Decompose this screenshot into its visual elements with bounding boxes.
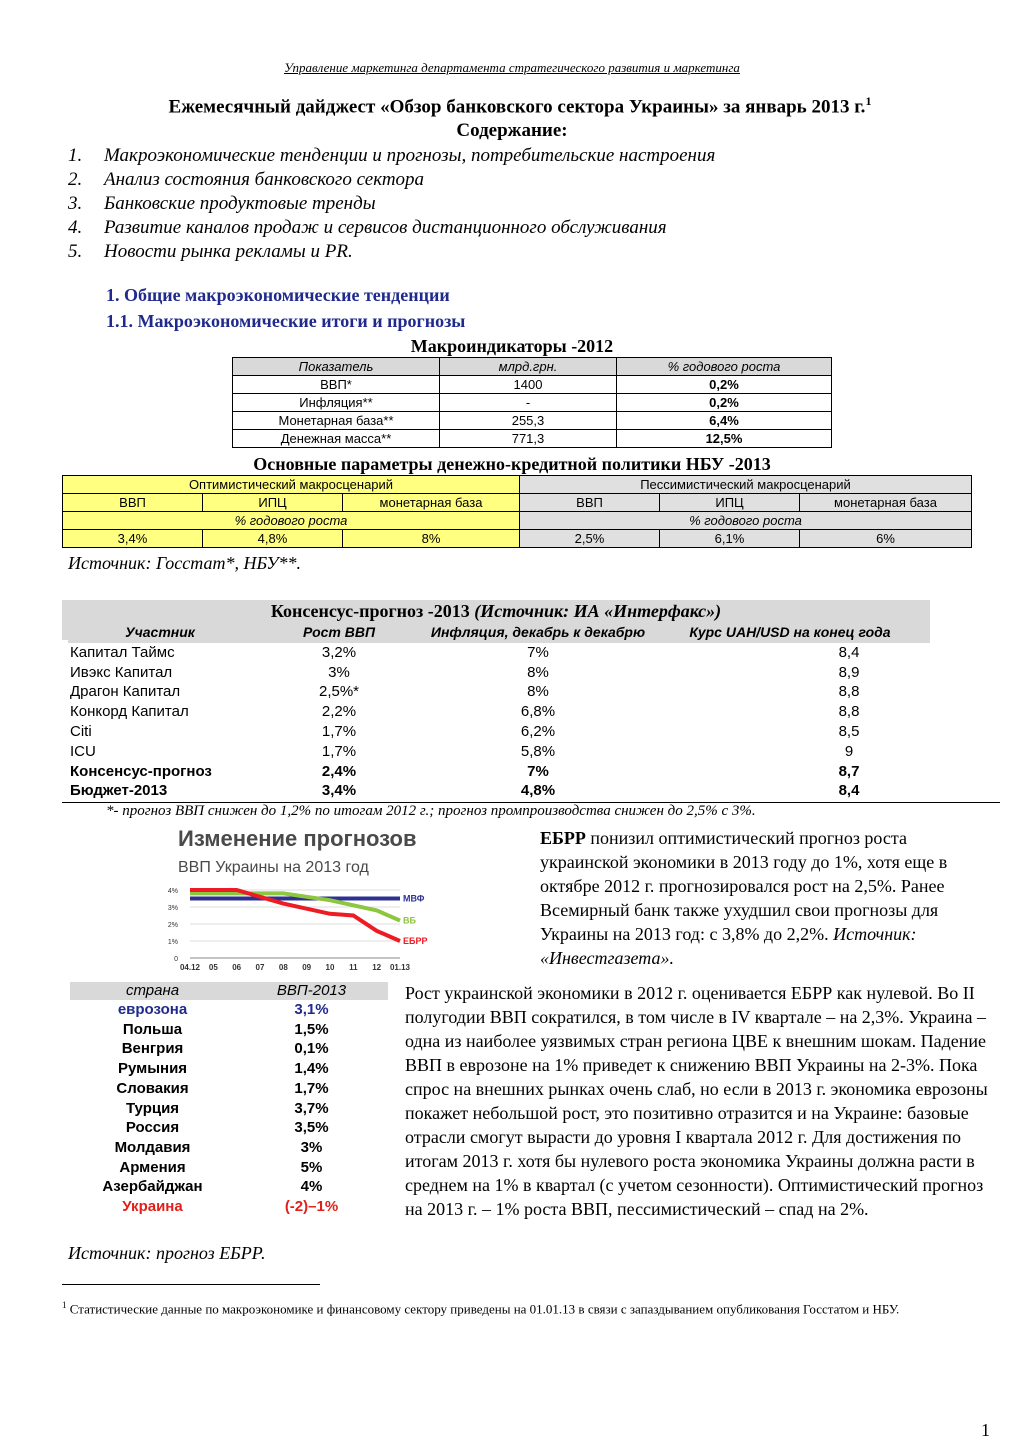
x-tick-label: 11 — [349, 963, 358, 972]
footnote-divider — [62, 1284, 320, 1285]
toc-item[interactable]: 1. Макроэкономические тенденции и прогнозы, потребительские настроения — [68, 145, 716, 166]
y-tick-label: 3% — [167, 905, 178, 912]
cell: 8,8 — [838, 683, 860, 701]
consensus-note: *- прогноз ВВП снижен до 1,2% по итогам 2012 г.; прогноз промпроизводства снижен до 2,5% с 3%. — [106, 803, 756, 819]
cell: 8% — [527, 663, 549, 681]
source-note-2: Источник: прогноз ЕБРР. — [68, 1243, 266, 1263]
cell: Драгон Капитал — [70, 683, 181, 701]
table-row — [233, 430, 832, 448]
cell: 8,5 — [838, 722, 860, 740]
cell: Азербайджан — [102, 1178, 203, 1196]
cell: 8,9 — [838, 663, 860, 681]
title-footnote-mark: 1 — [865, 94, 872, 108]
cell: 6,4% — [617, 412, 832, 430]
x-tick-label: 04.12 — [179, 963, 201, 972]
cell: Инфляция** — [233, 394, 440, 412]
cell: 12,5% — [617, 430, 832, 448]
table-row — [63, 476, 972, 494]
cell: Бюджет-2013 — [70, 782, 168, 800]
table-row — [63, 494, 972, 512]
y-tick-label: 2% — [167, 922, 178, 929]
cell: Венгрия — [121, 1040, 184, 1058]
toc-item[interactable]: 4. Развитие каналов продаж и сервисов дистанционного обслуживания — [68, 217, 667, 238]
cell: 7% — [527, 762, 549, 780]
x-tick-label: 05 — [208, 963, 218, 972]
nbu-policy-table — [62, 475, 972, 548]
cell: Турция — [125, 1099, 180, 1117]
consensus-title: Консенсус-прогноз -2013 (Источник: ИА «Интерфакс») — [270, 601, 722, 621]
source-note-1: Источник: Госстат*, НБУ**. — [68, 553, 301, 573]
cell: ВВП* — [233, 376, 440, 394]
cell: 3,4% — [63, 530, 203, 548]
header-cell: млрд.грн. — [440, 358, 617, 376]
footnote: $^1$ Статистические данные по макроэкономике и финансовому сектору приведены на 01.01.13 в связи с запаздыванием опубликования Госстатом и НБУ. — [62, 1300, 900, 1317]
cell: 8% — [343, 530, 520, 548]
header-cell: Инфляция, декабрь к декабрю — [426, 623, 650, 643]
page-number: 1 — [981, 1420, 990, 1440]
chart-y-axis — [168, 888, 178, 963]
x-tick-label: 08 — [278, 963, 288, 972]
table-row — [233, 394, 832, 412]
cell: монетарная база — [800, 494, 972, 512]
table-row — [233, 376, 832, 394]
table-row — [70, 1118, 388, 1138]
x-tick-label: 09 — [302, 963, 312, 972]
header-cell: Участник — [68, 623, 252, 643]
cell: Монетарная база** — [233, 412, 440, 430]
header-cell: Курс UAH/USD на конец года — [650, 623, 930, 643]
cell: % годового роста — [520, 512, 972, 530]
cell: 1400 — [440, 376, 617, 394]
series-label: МВФ — [403, 893, 425, 904]
cell: 1,7% — [294, 1079, 329, 1097]
consensus-table — [68, 623, 930, 801]
cell: 2,5% — [520, 530, 660, 548]
ebrd-paragraph: ЕБРР понизил оптимистический прогноз роста украинской экономики в 2013 году до 1%, хотя еще в октябре 2012 г. прогнозировался рост на 2,5%. Ранее Всемирный банк также ухудшил свои прогнозы для Украины на 2013 год: с 3,8% до 2,2%. Источник: «Инвестгазета». — [540, 828, 948, 968]
cell: 0,2% — [617, 376, 832, 394]
header-cell: % годового роста — [617, 358, 832, 376]
growth-paragraph: Рост украинской экономики в 2012 г. оценивается ЕБРР как нулевой. Во II полугодии ВВП сократился, в том числе в IV квартале – на 2,3%. Украина – одна из наиболее уязвимых стран региона ЦВЕ к внешним шокам. Падение ВВП в еврозоне на 1% приведет к снижению ВВП Украины на 2-3%. Пока спрос на внешних рынках очень слаб, но если в 2013 г. экономика еврозоны покажет небольшой рост, это позитивно отразится и на Украине: базовые отрасли смогут вырасти до уровня I квартала 2012 г. Для достижения по итогам 2013 г. хотя бы нулевого роста экономика Украины должна расти в среднем на 1% в квартал (с учетом сезонности). Оптимистический прогноз на 2013 г. – 1% роста ВВП, пессимистический – спад на 2%. — [405, 983, 988, 1219]
cell: (-2)–1% — [284, 1198, 339, 1216]
x-tick-label: 01.13 — [389, 963, 411, 972]
cell: 3,4% — [321, 782, 357, 800]
cell: Польша — [122, 1020, 183, 1038]
cell: 1,7% — [321, 742, 357, 760]
cell: ICU — [70, 742, 96, 760]
contents-title: Содержание: — [456, 120, 568, 141]
table-row — [68, 643, 930, 663]
cell: 3% — [300, 1138, 323, 1156]
cell: 8,8 — [838, 703, 860, 721]
table-row — [70, 1020, 388, 1040]
table-row — [70, 1099, 388, 1119]
pessimistic-scenario-header: Пессимистический макросценарий — [520, 476, 972, 494]
section-heading-1: 1. Общие макроэкономические тенденции — [106, 285, 450, 305]
cell: % годового роста — [63, 512, 520, 530]
cell: ВВП — [63, 494, 203, 512]
cell: ИПЦ — [203, 494, 343, 512]
table-row — [63, 512, 972, 530]
cell: Словакия — [116, 1079, 189, 1097]
table-row — [233, 412, 832, 430]
table-row — [70, 1039, 388, 1059]
cell: монетарная база — [343, 494, 520, 512]
cell: Румыния — [117, 1060, 188, 1078]
y-tick-label: 0 — [174, 956, 178, 963]
chart-subtitle: ВВП Украины на 2013 год — [178, 859, 369, 876]
x-tick-label: 12 — [372, 963, 382, 972]
header-cell: страна — [125, 982, 180, 999]
digest-title: Ежемесячный дайджест «Обзор банковского сектора Украины» за январь 2013 г.$^1$ — [168, 94, 872, 118]
cell: 6,8% — [520, 703, 556, 721]
optimistic-scenario-header: Оптимистический макросценарий — [63, 476, 520, 494]
cell: 3% — [328, 663, 350, 681]
header-cell: Рост ВВП — [252, 623, 426, 643]
cell: 255,3 — [440, 412, 617, 430]
cell: 8,4 — [838, 643, 860, 661]
table-row — [68, 762, 930, 782]
footnote-mark: 1 — [62, 1300, 67, 1310]
cell: 5% — [300, 1158, 323, 1176]
header-cell: Показатель — [233, 358, 440, 376]
cell: 1,5% — [294, 1020, 329, 1038]
cell: 2,2% — [321, 703, 357, 721]
cell: 3,1% — [294, 1001, 329, 1018]
cell: 0,1% — [294, 1040, 329, 1058]
table-row — [70, 1138, 388, 1158]
cell: Россия — [125, 1119, 180, 1137]
table-row — [68, 781, 930, 801]
cell: 6,1% — [660, 530, 800, 548]
toc-item[interactable]: 5. Новости рынка рекламы и PR. — [68, 241, 353, 262]
nbu-table-title: Основные параметры денежно-кредитной политики НБУ -2013 — [253, 454, 771, 474]
cell: Citi — [70, 722, 92, 740]
cell: 0,2% — [617, 394, 832, 412]
table-row — [70, 1059, 388, 1079]
x-tick-label: 06 — [232, 963, 242, 972]
cell: Капитал Таймс — [70, 643, 175, 661]
cell: ИПЦ — [660, 494, 800, 512]
series-label: ВБ — [403, 915, 416, 926]
chart-series — [190, 890, 427, 946]
cell: 4% — [300, 1178, 323, 1196]
toc-item[interactable]: 3. Банковские продуктовые тренды — [68, 193, 376, 214]
cell: 8% — [527, 683, 549, 701]
cell: 8,7 — [838, 762, 860, 780]
cell: 6,2% — [520, 722, 556, 740]
page-header: Управление маркетинга департамента стратегического развития и маркетинга — [284, 60, 740, 75]
table-row — [68, 742, 930, 762]
cell: Конкорд Капитал — [70, 703, 189, 721]
table-row — [70, 1158, 388, 1178]
chart-x-axis — [180, 963, 411, 972]
macro-table-title: Макроиндикаторы -2012 — [410, 336, 614, 356]
cell: еврозона — [117, 1001, 188, 1018]
cell: 2,4% — [321, 762, 357, 780]
cell: 3,7% — [294, 1099, 329, 1117]
cell: Денежная масса** — [233, 430, 440, 448]
table-header-row — [68, 623, 930, 643]
cell: Молдавия — [114, 1138, 191, 1156]
cell: 4,8% — [520, 782, 556, 800]
table-row — [70, 1177, 388, 1197]
cell: 1,4% — [294, 1060, 329, 1078]
table-of-contents — [68, 144, 715, 264]
cell: Ивэкс Капитал — [70, 663, 173, 681]
table-row — [70, 1079, 388, 1099]
table-row — [70, 1197, 388, 1217]
table-row — [68, 722, 930, 742]
toc-item[interactable]: 2. Анализ состояния банковского сектора — [68, 169, 425, 190]
cell: Консенсус-прогноз — [70, 762, 212, 780]
y-tick-label: 4% — [167, 888, 178, 895]
cell: 1,7% — [321, 722, 357, 740]
series-label: ЕБРР — [403, 936, 428, 946]
table-row — [68, 702, 930, 722]
cell: 7% — [527, 643, 549, 661]
cell: 4,8% — [203, 530, 343, 548]
cell: Армения — [119, 1158, 186, 1176]
table-row — [68, 663, 930, 683]
cell: 3,5% — [294, 1119, 329, 1137]
table-header-row — [70, 982, 388, 1000]
x-tick-label: 10 — [325, 963, 335, 972]
cell: 9 — [844, 742, 854, 760]
cell: ВВП — [520, 494, 660, 512]
countries-table — [70, 982, 388, 1217]
macro-indicators-table — [232, 357, 832, 448]
cell: 8,4 — [838, 782, 860, 800]
x-tick-label: 07 — [255, 963, 265, 972]
y-tick-label: 1% — [167, 939, 178, 946]
table-row — [63, 530, 972, 548]
section-heading-1-1: 1.1. Макроэкономические итоги и прогнозы — [106, 311, 466, 331]
cell: Украина — [122, 1198, 183, 1216]
cell: 3,2% — [321, 643, 357, 661]
forecast-chart — [160, 824, 430, 976]
table-row — [68, 682, 930, 702]
cell: - — [440, 394, 617, 412]
cell: 6% — [800, 530, 972, 548]
cell: 5,8% — [520, 742, 556, 760]
chart-title: Изменение прогнозов — [178, 826, 417, 851]
header-cell: ВВП-2013 — [276, 982, 347, 999]
table-row — [70, 1000, 388, 1020]
table-header-row — [233, 358, 832, 376]
cell: 771,3 — [440, 430, 617, 448]
cell: 2,5%* — [318, 683, 360, 701]
